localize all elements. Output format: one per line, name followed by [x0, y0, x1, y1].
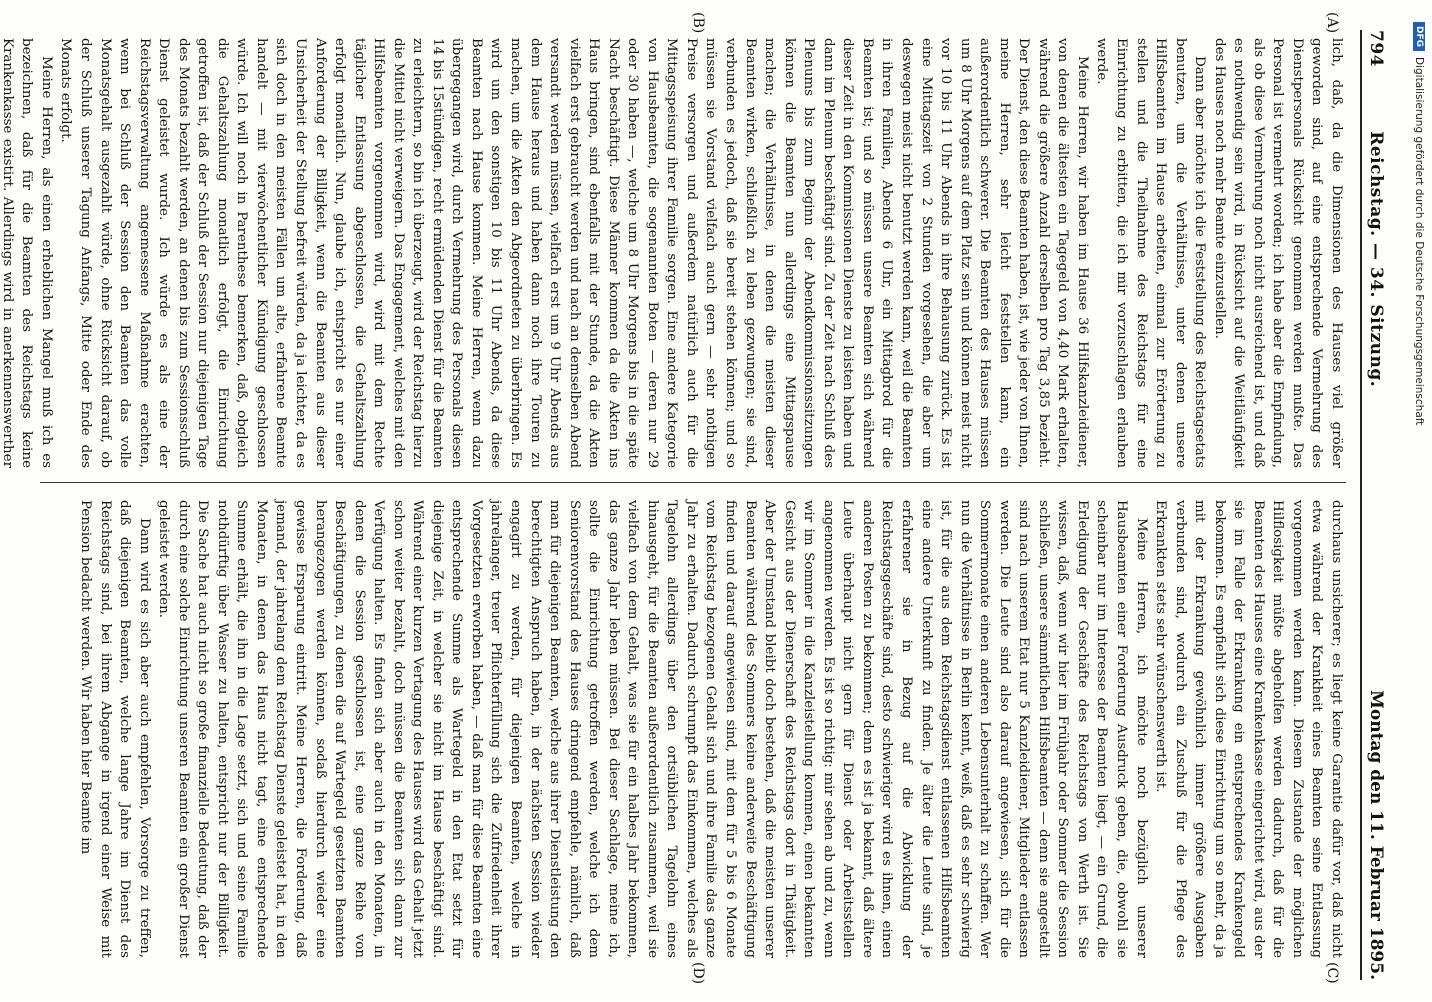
- paragraph: Meine Herren, ich möchte noch bezüglich unserer Hausbeamten einer Forderung Ausdruck geben, die, obwohl sie scheinbar nur im Interesse der Beamten liegt, — ein Grund, die Erledigung der Geschäfte des Reichstags von Werth ist. Sie wissen, daß, wenn wir hier im Frühjahr oder Sommer die Session schließen, unsere sämmtlichen Hilfsbeamten — denn sie angestellt sind nach unserem Etat nur 5 Kanzleidiener, Mitglieder entlassen werden. Die Leute sind also darauf angewiesen, sich für die Sommermonate einen anderen Lebensunterhalt zu schaffen. Wer nun die Verhältnisse in Berlin kennt, weiß, daß es sehr schwierig ist, für die aus dem Reichstagsdienst entlassenen Hilfsbeamten eine andere Unterkunft zu finden. Je älter die Leute sind, je erfahrener sie in Bezug auf die Abwicklung der Reichstagsgeschäfte sind, desto schwieriger wird es ihnen, einen anderen Posten zu bekommen; denn es ist ja bekannt, daß ältere Leute überhaupt nicht gern für Dienst oder Arbeitsstellen angenommen werden. Es ist so richtig: mir sehen ab und zu, wenn wir im Sommer in die Kanzleistellung kommen, einen bekannten Gesicht aus der Dienerschaft des Reichstags dort in Thätigkeit. Aber der Umstand bleibt doch bestehen, daß die meisten unserer Beamten während des Sommers keine anderweite Beschäftigung finden und darauf angewiesen sind, mit dem für 5 bis 6 Monate vom Reichstag bezogenen Gehalt sich und ihre Familie das ganze Jahr zu erhalten. Dadurch schrumpft das Einkommen, welches als Tagelohn allerdings über den ortsüblichen Tagelohn eines hinausgeht, für die Beamten außerordentlich zusammen, weil sie vielfach von dem Gehalt, was sie für ein halbes Jahr bekommen, das ganze Jahr leben müssen. Bei dieser Sachlage, meine ich, sollte die Einrichtung getroffen werden, welche ich dem Seniorenvorstand des Hauses dringend empfehle, nämlich, daß man für diejenigen Beamten, welche aus ihrer Dienstleistung den berechtigten Anspruch haben, in der nächsten Session wieder engagirt zu werden, für diejenigen Beamten, welche in jahrelanger, treuer Pflichterfüllung sich die Zufriedenheit ihrer Vorgesetzten erworben haben, — daß man für diese Beamten eine entsprechende Summe als Wartegeld in den Etat setzt für diejenige Zeit, in welcher sie nicht im Hause beschäftigt sind. Während einer kurzen Vertagung des Hauses wird das Gehalt jetzt schon weiter bezahlt, doch müssen die Beamten sich dann zur Verfügung halten. Es finden sich aber auch in den Monaten, in denen die Session geschlossen ist, eine ganze Reihe von Beschäftigungen, zu denen die auf Wartegeld gesetzten Beamten herangezogen werden können, sodaß hierdurch wieder eine gewisse Ersparung eintritt. Meine Herren, die Forderung, daß jemand, der jahrelang dem Reichstag Dienste geleistet hat, in den Monaten, in denen das Haus nicht tagt, eine entsprechende Summe erhält, die ihn in die Lage setzt, sich und seine Familie nothdürftig über Wasser zu halten, entspricht nur der Billigkeit. Die Sache hat auch nicht so große finanzielle Bedeutung, daß der durch eine solche Einrichtung unseren Beamten ein großer Dienst geleistet werden.: [156, 500, 1149, 958]
- paragraph: Meine Herren, als einen erheblichen Mangel muß ich es bezeichnen, daß für die Beamten des Reichstags keine Krankenkasse existirt. Allerdings wird in anerkennenswerther: [0, 38, 54, 468]
- paragraph: durchaus unsicherer; es liegt keine Garantie dafür vor, daß nicht etwa während der Krankheit eines Beamten seine Entlassung vorgenommen werden kann. Diesem Zustande der möglichen Hilflosigkeit müßte abgeholfen werden dadurch, daß für die Beamten des Hauses eine Krankenkasse eingerichtet wird, aus der sie im Falle der Erkrankung ein entsprechendes Krankengeld bekommen. Es empfiehlt sich diese Einrichtung um so mehr, da ja mit der Erkrankung gewöhnlich immer größere Ausgaben verbunden sind, wodurch ein Zuschuß für die Pflege des Erkrankten stets sehr wünschenswerth ist.: [1153, 500, 1344, 958]
- margin-marker-d: (D): [690, 962, 706, 985]
- session-title: Reichstag. — 34. Sitzung.: [1366, 131, 1386, 388]
- paragraph: lich, daß, da die Dimensionen des Hauses viel größer geworden sind, auf eine entsprechende Vermehrung des Dienstpersonals Rücksicht genommen werden mußte. Das Personal ist vermehrt worden; ich habe aber die Empfindung, als ob diese Vermehrung noch nicht ausreichend ist, und daß es nothwendig sein wird, in Rücksicht auf die Weitläufigkeit des Hauses noch mehr Beamte einzustellen.: [1211, 38, 1344, 468]
- credit-text: Digitalisierung gefördert durch die Deutsche Forschungsgemeinschaft: [1413, 57, 1425, 426]
- paragraph: Meine Herren, wir haben im Hause 36 Hilfskanzleidiener, von denen die ältesten ein Tagegeld von 4,40 Mark erhalten, während die größere Anzahl derselben pro Tag 3,85 bezieht. Der Dienst, den diese Beamten haben, ist, wie jeder von Ihnen, meine Herren, sehr leicht feststellen kann, ein außerordentlich schwerer. Die Beamten des Hauses müssen um 8 Uhr Morgens auf dem Platz sein und können meist nicht vor 10 bis 11 Uhr Abends in ihre Behausung zurück. Es ist eine Mittagszeit von 2 Stunden vorgesehen, die aber um deswegen meist nicht benutzt werden kann, weil die Beamten in ihren Familien, Abends 6 Uhr, ein Mittagbrod für die Beamten ist; und so müssen unsere Beamten sich während dieser Zeit in den Kommissionen Dienste zu leisten haben und dann im Plenum beschäftigt sind. Zu der Zeit nach Schluß des Plenums bis zum Beginn der Abendkommissionssitzungen können die Beamten nun allerdings eine Mittagspause machen; die Verhältnisse, in denen die meisten dieser Beamten wirken, schließlich zu leben gezwungen; sie sind, verbunden es jedoch, daß sie bereit stehen können; und so müssen sie Vorstand vielfach auch gern — sehr nothigen Preise versorgen und außerdem natürlich auch für die Mittagsspeisung ihrer Familie sorgen. Eine andere Kategorie von Hausbeamten, die sogenannten Boten — deren nur 29 oder 30 haben —, welche um 8 Uhr Morgens bis in die späte Nacht beschäftigt. Diese Männer kommen da die Akten ins Haus bringen, sind ebenfalls mit der Stunde, da die Akten vielfach erst gebraucht werden und nach an demselben Abend versandt werden müssen, vielfach erst um 9 Uhr Abends aus dem Hause heraus und haben dann noch ihre Touren zu machen, um die Akten den Abgeordneten zu überbringen. Es wird um den sonstigen 10 bis 11 Uhr Abends, da diese Beamten nach Hause kommen. Meine Herren, wenn dazu übergegangen wird, durch Vermehrung des Personals diesen 14 bis 15stündigen, recht ermüdenden Dienst für die Beamten zu erleichtern, so bin ich überzeugt, wird der Reichstag hierzu die Mittel nicht verweigern. Das Engagement, welches mit den Hilfsbeamten vorgenommen wird, wird mit dem Rechte täglicher Entlassung abgeschlossen, die Gehaltszahlung erfolgt monatlich. Nun, glaube ich, entspricht es nur einer Anforderung der Billigkeit, wenn die Beamten aus dieser Unsicherheit der Stellung befreit würden, da ja leichter, da es sich doch in den meisten Fällen um alte, erfahrene Beamte handelt — mit vierwöchentlicher Kündigung geschlossen würde. Ich will noch in Parenthese bemerken, daß, obgleich die Gehaltszahlung monatlich erfolgt, die Einrichtung getroffen ist, daß der Schluß der Session nur diejenigen Tage des Monats bezahlt werden, an denen bis zum Sessionsschluß Dienst geleistet wurde. Ich würde es als eine der Reichstagsverwaltung angemessene Maßnahme erachten, wenn bei Schluß der Session den Beamten das volle Monatsgehalt ausgezahlt würde, ohne Rücksicht darauf, ob der Schluß unserer Tagung Anfangs, Mitte oder Ende des Monats erfolgt.: [58, 38, 1090, 468]
- margin-marker-c: (C): [1324, 962, 1340, 984]
- right-column: [20, 500, 1346, 958]
- paragraph: Dann wird es sich aber auch empfehlen, Vorsorge zu treffen, daß diejenigen Beamten, welche lange Jahre im Dienst des Reichstags sind, bei ihrem Abgange in irgend einer Weise mit Pension bedacht werden. Wir haben hier Beamte im: [78, 500, 152, 958]
- left-column: [0, 38, 1346, 468]
- page-header: [1360, 30, 1412, 980]
- dfg-logo: DFG: [1413, 22, 1425, 51]
- header-left: [1366, 30, 1386, 387]
- column-divider: [40, 482, 1346, 483]
- margin-marker-b: (B): [690, 12, 706, 34]
- page-number: 794: [1366, 30, 1386, 67]
- digitization-credit: [1406, 22, 1432, 1002]
- margin-marker-a: (A): [1324, 12, 1340, 34]
- date-title: Montag den 11. Februar 1895.: [1366, 690, 1386, 980]
- paragraph: Dann aber möchte ich die Feststellung des Reichstagsetats benutzen, um die Verhältnisse, unter denen unsere Hilfsbeamten im Hause arbeiten, einmal zur Erörterung zu stellen und die Theilnahme des Reichstags für eine Einrichtung zu erbitten, die ich mir vorzuschlagen erlauben werde.: [1094, 38, 1208, 468]
